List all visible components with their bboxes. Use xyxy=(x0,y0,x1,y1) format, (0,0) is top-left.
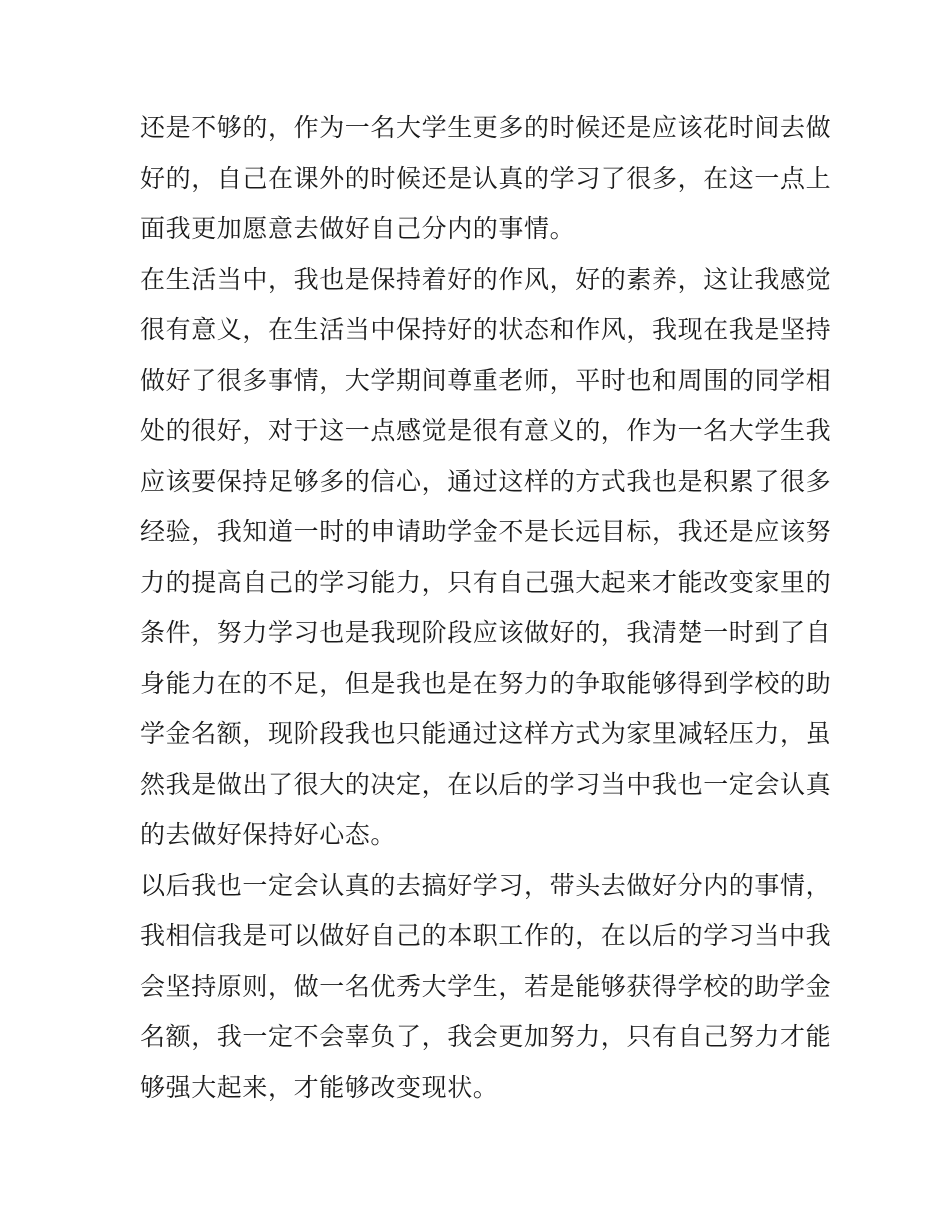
text-line: 以后我也一定会认真的去搞好学习，带头去做好分内的事情， xyxy=(140,870,832,900)
paragraph-1 xyxy=(140,103,832,255)
text-line: 还是不够的，作为一名大学生更多的时候还是应该花时间去做 xyxy=(140,113,832,142)
text-line: 做好了很多事情，大学期间尊重老师，平时也和周围的同学相 xyxy=(140,365,832,395)
text-line: 应该要保持足够多的信心，通过这样的方式我也是积累了很多 xyxy=(140,466,832,496)
text-line: 学金名额，现阶段我也只能通过这样方式为家里减轻压力，虽 xyxy=(140,719,832,748)
text-line: 很有意义，在生活当中保持好的状态和作风，我现在我是坚持 xyxy=(140,315,832,344)
text-line: 在生活当中，我也是保持着好的作风，好的素养，这让我感觉 xyxy=(140,264,832,294)
text-line: 名额，我一定不会辜负了，我会更加努力，只有自己努力才能 xyxy=(140,1022,832,1051)
text-line: 然我是做出了很大的决定，在以后的学习当中我也一定会认真 xyxy=(140,769,832,799)
paragraph-3 xyxy=(140,861,832,1114)
paragraph-2 xyxy=(140,255,832,861)
text-line: 够强大起来，才能够改变现状。 xyxy=(140,1072,499,1102)
text-line: 身能力在的不足，但是我也是在努力的争取能够得到学校的助 xyxy=(140,668,832,698)
document-body xyxy=(140,103,832,1113)
text-line: 处的很好，对于这一点感觉是很有意义的，作为一名大学生我 xyxy=(140,416,832,445)
text-line: 面我更加愿意去做好自己分内的事情。 xyxy=(140,214,576,243)
text-line: 我相信我是可以做好自己的本职工作的，在以后的学习当中我 xyxy=(140,921,832,950)
text-line: 的去做好保持好心态。 xyxy=(140,820,397,849)
text-line: 好的，自己在课外的时候还是认真的学习了很多，在这一点上 xyxy=(140,163,832,193)
text-line: 经验，我知道一时的申请助学金不是长远目标，我还是应该努 xyxy=(140,517,832,546)
text-line: 条件，努力学习也是我现阶段应该做好的，我清楚一时到了自 xyxy=(140,618,832,647)
text-line: 力的提高自己的学习能力，只有自己强大起来才能改变家里的 xyxy=(140,567,832,597)
text-line: 会坚持原则，做一名优秀大学生，若是能够获得学校的助学金 xyxy=(140,971,832,1001)
